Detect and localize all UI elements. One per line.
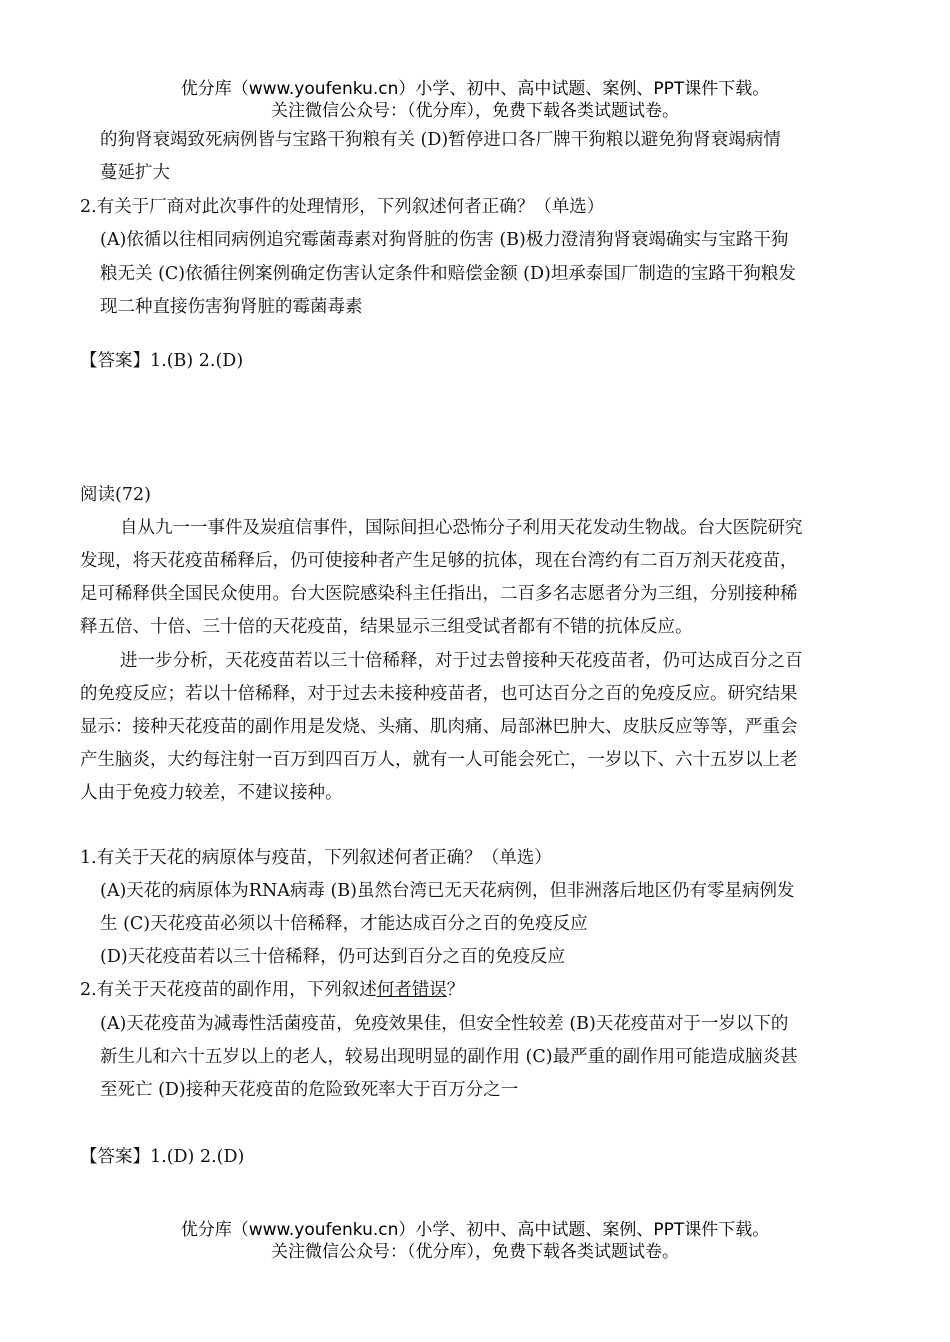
footer-line-1: 优分库（www.youfenku.cn）小学、初中、高中试题、案例、PPT课件下载。: [180, 1220, 770, 1240]
question-1-options: 生 (C)天花疫苗必须以十倍稀释，才能达成百分之百的免疫反应: [100, 914, 588, 934]
question-2-options: (A)依循以往相同病例追究霉菌毒素对狗肾脏的伤害 (B)极力澄清狗肾衰竭确实与宝路干狗: [100, 230, 789, 250]
question-2-options: 新生儿和六十五岁以上的老人，较易出现明显的副作用 (C)最严重的副作用可能造成脑炎甚: [100, 1047, 798, 1067]
passage-line: 进一步分析，天花疫苗若以三十倍稀释，对于过去曾接种天花疫苗者，仍可达成百分之百: [120, 651, 803, 671]
passage-line: 人由于免疫力较差，不建议接种。: [80, 783, 343, 803]
question-2: [80, 978, 950, 1002]
answer: 【答案】1.(D) 2.(D): [80, 1147, 245, 1167]
option-continuation: 蔓延扩大: [100, 163, 170, 183]
passage-line: 显示：接种天花疫苗的副作用是发烧、头痛、肌肉痛、局部淋巴肿大、皮肤反应等等，严重会: [80, 717, 798, 737]
page-header: [0, 78, 950, 122]
question-2-options: (A)天花疫苗为减毒性活菌疫苗，免疫效果佳，但安全性较差 (B)天花疫苗对于一岁以下的: [100, 1014, 789, 1034]
passage-line: 释五倍、十倍、三十倍的天花疫苗，结果显示三组受试者都有不错的抗体反应。: [80, 617, 693, 637]
question-2-options: 粮无关 (C)依循往例案例确定伤害认定条件和赔偿金额 (D)坦承泰国厂制造的宝路干狗粮发: [100, 264, 796, 284]
question-2-underlined: 何者错误: [376, 980, 447, 1000]
passage-line: 发现，将天花疫苗稀释后，仍可使接种者产生足够的抗体，现在台湾约有二百万剂天花疫苗，: [80, 551, 798, 571]
answer: 【答案】1.(B) 2.(D): [80, 351, 244, 371]
page-footer: [0, 1219, 950, 1263]
question-2-mark: ？: [446, 980, 465, 1000]
question-1-options: (D)天花疫苗若以三十倍稀释，仍可达到百分之百的免疫反应: [100, 947, 566, 967]
passage-line: 的免疫反应；若以十倍稀释，对于过去未接种疫苗者，也可达百分之百的免疫反应。研究结果: [80, 684, 798, 704]
header-line-1: 优分库（www.youfenku.cn）小学、初中、高中试题、案例、PPT课件下载。: [180, 79, 770, 99]
option-continuation: 的狗肾衰竭致死病例皆与宝路干狗粮有关 (D)暂停进口各厂牌干狗粮以避免狗肾衰竭病情: [100, 130, 781, 150]
question-2: 2.有关于厂商对此次事件的处理情形，下列叙述何者正确？（单选）: [80, 197, 605, 217]
question-2-options: 至死亡 (D)接种天花疫苗的危险致死率大于百万分之一: [100, 1080, 519, 1100]
passage-line: 足可稀释供全国民众使用。台大医院感染科主任指出，二百多名志愿者分为三组，分别接种稀: [80, 584, 798, 604]
question-1: 1.有关于天花的病原体与疫苗，下列叙述何者正确？（单选）: [80, 848, 552, 868]
question-1-options: (A)天花的病原体为RNA病毒 (B)虽然台湾已无天花病例，但非洲落后地区仍有零星病例发: [100, 881, 795, 901]
question-2-text: 2.有关于天花疫苗的副作用，下列叙述: [80, 980, 377, 1000]
footer-line-2: 关注微信公众号：（优分库），免费下载各类试题试卷。: [271, 1242, 679, 1262]
question-2-options: 现二种直接伤害狗肾脏的霉菌毒素: [100, 297, 363, 317]
passage-line: 产生脑炎，大约每注射一百万到四百万人，就有一人可能会死亡，一岁以下、六十五岁以上老: [80, 750, 798, 770]
header-line-2: 关注微信公众号：（优分库），免费下载各类试题试卷。: [271, 101, 679, 121]
passage-line: 自从九一一事件及炭疽信事件，国际间担心恐怖分子利用天花发动生物战。台大医院研究: [120, 518, 803, 538]
reading-title: 阅读(72): [80, 485, 151, 505]
